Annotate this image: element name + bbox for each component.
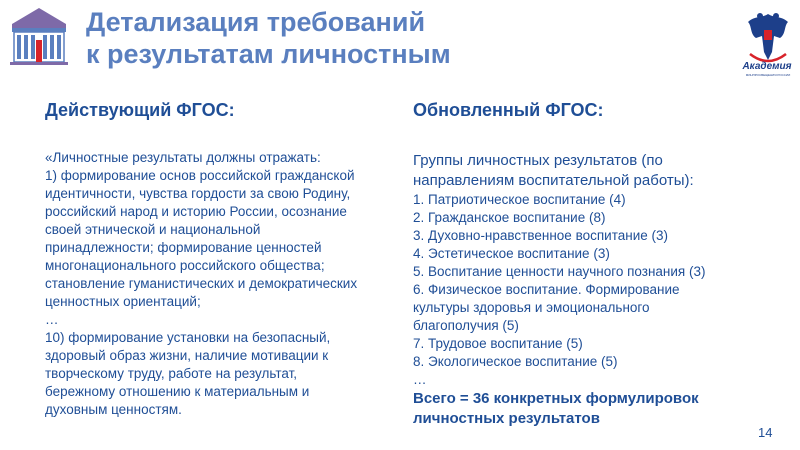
- text-line: ценностных ориентаций;: [45, 294, 201, 309]
- current-fgos-heading: Действующий ФГОС:: [45, 100, 235, 120]
- text-line: идентичности, чувства гордости за свою Родину,: [45, 186, 351, 201]
- text-line: 10) формирование установки на безопасный,: [45, 330, 331, 345]
- updated-fgos-heading: Обновленный ФГОС:: [413, 100, 604, 120]
- text-line: становление гуманистических и демократических: [45, 276, 358, 291]
- text-line: своей этнической и национальной: [45, 222, 261, 237]
- list-item: 4. Эстетическое воспитание (3): [413, 246, 610, 261]
- list-item: 6. Физическое воспитание. Формирование: [413, 282, 680, 297]
- list-item: 2. Гражданское воспитание (8): [413, 210, 606, 225]
- intro-line: Группы личностных результатов (по: [413, 152, 663, 169]
- total-line: личностных результатов: [413, 410, 600, 427]
- list-item: 1. Патриотическое воспитание (4): [413, 192, 626, 207]
- list-item: 8. Экологическое воспитание (5): [413, 354, 618, 369]
- title-line-2: к результатам личностным: [86, 39, 451, 69]
- text-line: бережному отношению к материальным и: [45, 384, 310, 399]
- intro-line: направлениям воспитательной работы):: [413, 172, 694, 189]
- text-line: духовным ценностям.: [45, 402, 182, 417]
- slide-title: [86, 6, 646, 70]
- emblem-name: Академия: [742, 61, 792, 72]
- building-logo-icon: [8, 4, 70, 66]
- text-line: российский народ и историю России, осознание: [45, 204, 347, 219]
- text-line: многонационального российского общества;: [45, 258, 325, 273]
- text-line: принадлежности; формирование ценностей: [45, 240, 322, 255]
- total-line: Всего = 36 конкретных формулировок: [413, 390, 699, 407]
- updated-fgos-text: [413, 151, 763, 429]
- text-line: творческому труду, работе на результат,: [45, 366, 298, 381]
- list-item: 3. Духовно-нравственное воспитание (3): [413, 228, 668, 243]
- list-item: благополучия (5): [413, 318, 519, 333]
- emblem-subtitle: МИНПРОСВЕЩЕНИЯ РОССИИ: [745, 73, 791, 77]
- title-line-1: Детализация требований: [86, 7, 426, 37]
- page-number: 14: [758, 425, 773, 440]
- text-line: «Личностные результаты должны отражать:: [45, 150, 321, 165]
- list-item: …: [413, 372, 427, 387]
- text-line: здоровый образ жизни, наличие мотивации к: [45, 348, 329, 363]
- list-item: 7. Трудовое воспитание (5): [413, 336, 583, 351]
- list-item: 5. Воспитание ценности научного познания (3): [413, 264, 706, 279]
- current-fgos-text: [45, 149, 395, 419]
- list-item: культуры здоровья и эмоционального: [413, 300, 650, 315]
- text-line: …: [45, 312, 59, 327]
- text-line: 1) формирование основ российской гражданской: [45, 168, 355, 183]
